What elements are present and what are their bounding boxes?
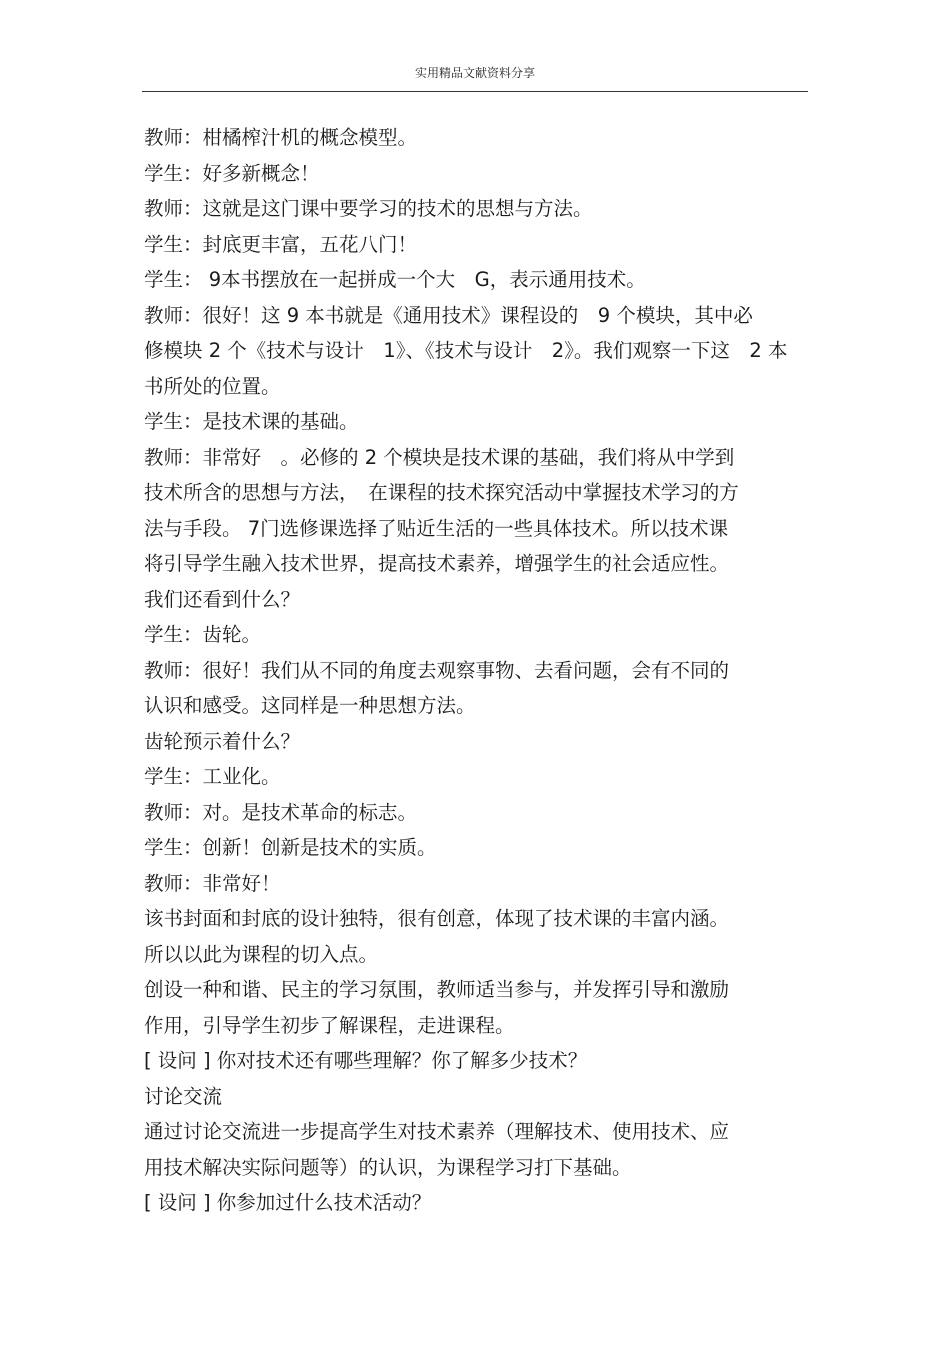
text-line: 学生：齿轮。: [144, 623, 262, 646]
text-line: 教师：很好！我们从不同的角度去观察事物、去看问题，会有不同的: [144, 658, 730, 682]
text-line: 该书封面和封底的设计独特，很有创意，体现了技术课的丰富内涵。: [144, 907, 730, 930]
text-line: 学生：封底更丰富，五花八门！: [144, 232, 418, 256]
text-line: 教师：非常好！: [144, 871, 281, 895]
text-line: 将引导学生融入技术世界，提高技术素养，增强学生的社会适应性。: [144, 552, 730, 575]
text-line: 学生：创新！创新是技术的实质。: [144, 836, 437, 859]
text-line: 学生：是技术课的基础。: [144, 410, 359, 433]
page-header: 实用精品文献资料分享: [414, 66, 535, 80]
text-line: 书所处的位置。: [144, 374, 281, 398]
text-line: 用技术解决实际问题等）的认识，为课程学习打下基础。: [144, 1155, 632, 1179]
text-line: 作用，引导学生初步了解课程，走进课程。: [144, 1013, 515, 1037]
text-line: 教师：很好！这 9 本书就是《通用技术》课程设的 9 个模块，其中必: [144, 303, 753, 327]
text-line: 法与手段。 7门选修课选择了贴近生活的一些具体技术。所以技术课: [144, 516, 729, 540]
text-line: [ 设问 ] 你参加过什么技术活动？: [144, 1191, 432, 1214]
text-line: 学生： 9本书摆放在一起拼成一个大 G，表示通用技术。: [144, 268, 646, 291]
text-line: 技术所含的思想与方法， 在课程的技术探究活动中掌握技术学习的方: [144, 481, 739, 504]
document-body: [144, 120, 814, 1221]
text-line: 教师：非常好 。必修的 2 个模块是技术课的基础，我们将从中学到: [144, 445, 735, 469]
text-line: [ 设问 ] 你对技术还有哪些理解？你了解多少技术？: [144, 1049, 588, 1072]
text-line: 讨论交流: [144, 1084, 223, 1108]
text-line: 修模块 2 个《技术与设计 1》、《技术与设计 2》。我们观察一下这 2 本: [144, 339, 788, 362]
text-line: 所以以此为课程的切入点。: [144, 942, 379, 966]
text-line: 创设一种和谐、民主的学习氛围，教师适当参与，并发挥引导和激励: [144, 978, 730, 1001]
text-line: 认识和感受。这同样是一种思想方法。: [144, 694, 476, 717]
text-line: 我们还看到什么？: [144, 587, 301, 611]
text-line: 学生：工业化。: [144, 765, 281, 788]
text-line: 教师：柑橘榨汁机的概念模型。: [144, 126, 418, 149]
text-line: 齿轮预示着什么？: [144, 729, 301, 753]
header-rule: [142, 91, 808, 92]
text-line: 教师：对。是技术革命的标志。: [144, 800, 418, 824]
text-line: 通过讨论交流进一步提高学生对技术素养（理解技术、使用技术、应: [144, 1120, 730, 1143]
text-line: 学生：好多新概念！: [144, 161, 320, 185]
text-line: 教师：这就是这门课中要学习的技术的思想与方法。: [144, 197, 593, 220]
